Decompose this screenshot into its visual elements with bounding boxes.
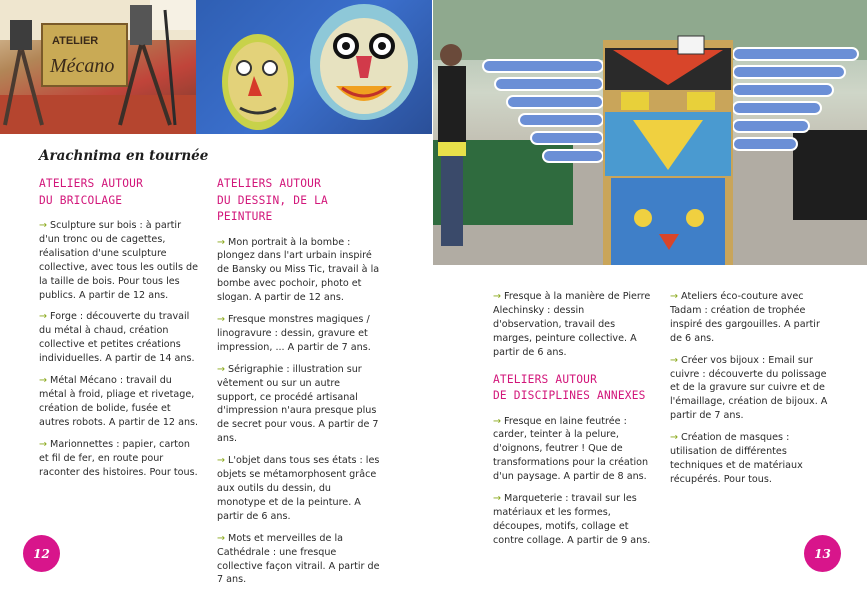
- arrow-right-icon: →: [39, 220, 48, 231]
- arrow-right-icon: →: [493, 291, 502, 302]
- arrow-right-icon: →: [670, 354, 679, 366]
- column-dessin-peinture: [217, 176, 381, 591]
- masks-illustration: [196, 0, 432, 134]
- sign-text-2: Mécano: [50, 55, 115, 77]
- item-text: Mots et merveilles de la Cathédrale : une fresque collective façon vitrail. A partir de 7 ans.: [217, 532, 380, 586]
- heading-line-2: DU BRICOLAGE: [39, 193, 123, 207]
- arrow-right-icon: →: [39, 438, 48, 450]
- photo-workshop: [0, 0, 196, 134]
- item-text: Métal Mécano : travail du métal à froid, pliage et rivetage, création de bolide, fusée et autres robots. A partir de 12 ans.: [39, 375, 199, 428]
- column-disciplines-annexes: [493, 290, 655, 556]
- arrow-right-icon: →: [493, 493, 502, 505]
- item-text: Sculpture sur bois : à partir d'un tronc ou de cagettes, réalisation d'une sculpture collective, avec tous les outils de la taille de bois. Pour tous les publics. A partir de 12 ans.: [39, 220, 198, 301]
- column-annexes-continued: [670, 290, 830, 495]
- arrow-right-icon: →: [217, 314, 226, 326]
- item-text: Sérigraphie : illustration sur vêtement ou sur un autre support, ce procédé artisanal d'impression n'aura presque plus de secret pour vous. A partir de 7 ans.: [217, 363, 379, 445]
- totem-illustration: [433, 0, 867, 265]
- arrow-right-icon: →: [217, 363, 226, 375]
- heading-line-2: DE DISCIPLINES ANNEXES: [493, 389, 646, 403]
- list-item: [670, 431, 830, 487]
- item-text: Forge : découverte du travail du métal à chaud, création collective et petites créations individuelles. A partir de 14 ans.: [39, 311, 195, 365]
- item-text: L'objet dans tous ses états : les objets se métamorphosent grâce aux outils du dessin, du monotype et de la peinture. A partir de 6 ans.: [217, 455, 380, 522]
- list-item: [39, 219, 199, 302]
- heading-line-2: DU DESSIN, DE LA PEINTURE: [217, 193, 328, 223]
- list-item: [39, 374, 199, 430]
- list-item: [39, 310, 199, 366]
- list-item: [670, 290, 830, 346]
- arrow-right-icon: →: [39, 375, 48, 387]
- photo-masks: [196, 0, 432, 134]
- list-item: [217, 363, 381, 446]
- item-text: Fresque en laine feutrée : carder, teinter à la pelure, d'oignons, feutrer ! Que de transformations pour la création d'un paysage. A partir de 8 ans.: [493, 415, 649, 483]
- arrow-right-icon: →: [670, 432, 679, 444]
- section-title: Arachnima en tournée: [39, 148, 209, 164]
- list-item: [493, 290, 655, 360]
- heading-line-1: ATELIERS AUTOUR: [39, 177, 144, 190]
- heading-disciplines-annexes: [493, 372, 655, 405]
- item-text: Marqueterie : travail sur les matériaux et les formes, découpes, motifs, collage et contre collage. A partir de 9 ans.: [493, 493, 651, 546]
- item-text: Création de masques : utilisation de différentes techniques et de matériaux récupérés. Pour tous.: [670, 432, 803, 485]
- heading-line-1: ATELIERS AUTOUR: [493, 372, 598, 386]
- list-item: [217, 236, 381, 306]
- item-text: Ateliers éco-couture avec Tadam : création de trophée inspiré des gargouilles. A partir de 6 ans.: [670, 291, 820, 344]
- list-item: [493, 492, 655, 548]
- arrow-right-icon: →: [217, 236, 226, 248]
- arrow-right-icon: →: [217, 532, 226, 544]
- list-item: [217, 532, 381, 588]
- arrow-right-icon: →: [217, 455, 226, 467]
- heading-line-1: ATELIERS AUTOUR: [217, 177, 322, 190]
- column-bricolage: [39, 176, 199, 487]
- workshop-illustration: [0, 0, 196, 134]
- item-text: Fresque monstres magiques / linogravure : dessin, gravure et impression, ... A partir de 7 ans.: [217, 314, 371, 353]
- heading-dessin-peinture: [217, 176, 381, 226]
- arrow-right-icon: →: [670, 291, 679, 302]
- page-number-left: 12: [23, 535, 60, 572]
- arrow-right-icon: →: [39, 311, 48, 323]
- item-text: Fresque à la manière de Pierre Alechinsky : dessin d'observation, travail des marges, peinture collective. A partir de 6 ans.: [493, 291, 651, 358]
- list-item: [493, 415, 655, 485]
- heading-bricolage: [39, 176, 199, 209]
- list-item: [39, 438, 199, 480]
- item-text: Mon portrait à la bombe : plongez dans l'art urbain inspiré de Bansky ou Miss Tic, travail à la bombe avec pochoir, photo et slogan. A partir de 12 ans.: [217, 236, 380, 304]
- page-number-right: 13: [804, 535, 841, 572]
- photo-totem: [433, 0, 867, 265]
- item-text: Marionnettes : papier, carton et fil de fer, en route pour raconter des histoires. Pour tous.: [39, 438, 198, 478]
- item-text: Créer vos bijoux : Email sur cuivre : découverte du polissage et de la gravure sur cuivre et de l'émaillage, création de bijoux. A partir de 7 ans.: [670, 354, 828, 422]
- sign-text-1: ATELIER: [52, 35, 99, 47]
- list-item: [217, 313, 381, 355]
- list-item: [217, 454, 381, 524]
- arrow-right-icon: →: [493, 415, 502, 427]
- list-item: [670, 354, 830, 424]
